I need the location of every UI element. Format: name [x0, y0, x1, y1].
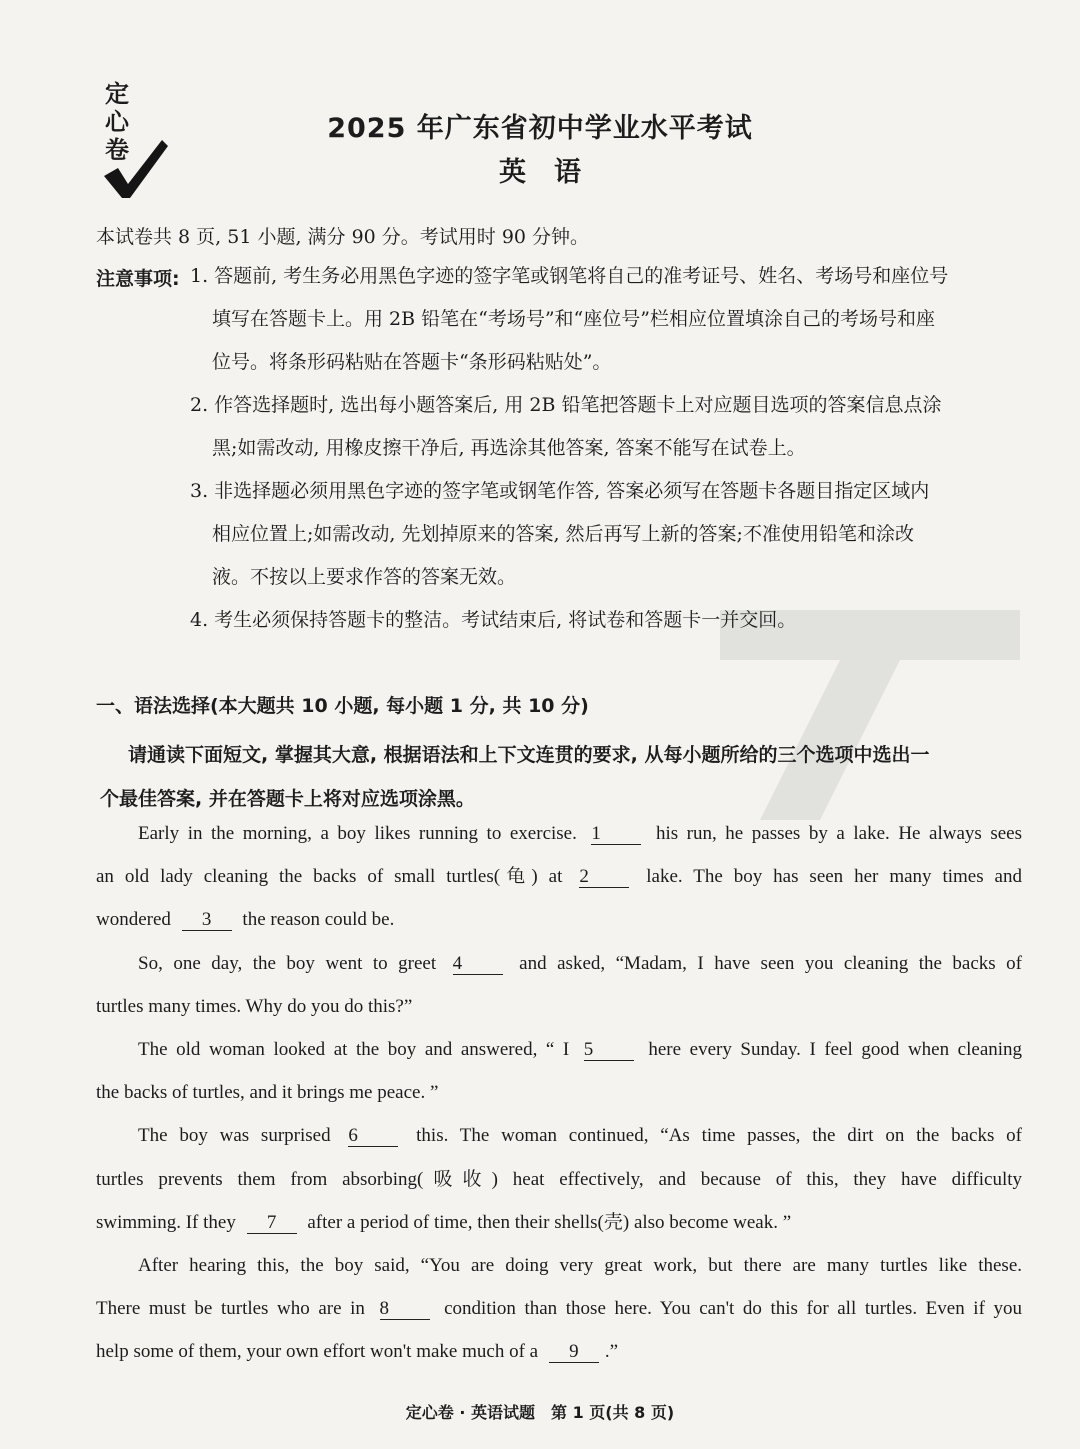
- answer-blank: 2: [579, 867, 629, 888]
- passage-line: wondered 3 the reason could be.: [96, 909, 395, 931]
- answer-blank: 5: [584, 1040, 634, 1061]
- exam-subject: 英语: [499, 157, 609, 188]
- note-line: 填写在答题卡上。用 2B 铅笔在“考场号”和“座位号”栏相应位置填涂自己的考场号和座: [212, 308, 935, 330]
- note-item-3: [190, 470, 929, 599]
- passage-line: the backs of turtles, and it brings me peace. ”: [96, 1082, 439, 1104]
- answer-blank: 1: [591, 824, 641, 845]
- note-line: 液。不按以上要求作答的答案无效。: [212, 566, 517, 588]
- passage-line: an old lady cleaning the backs of small turtles(龟) at 2 lake. The boy has seen her many times and: [96, 866, 1022, 888]
- passage-line: After hearing this, the boy said, “You are doing very great work, but there are many turtles like these.: [138, 1254, 1022, 1276]
- passage-line: help some of them, your own effort won't make much of a 9 .”: [96, 1341, 619, 1363]
- notes-label: 注意事项:: [96, 268, 180, 290]
- note-line: 位号。将条形码粘贴在答题卡“条形码粘贴处”。: [212, 351, 612, 373]
- note-line: 相应位置上;如需改动, 先划掉原来的答案, 然后再写上新的答案;不准使用铅笔和涂改: [212, 523, 914, 545]
- passage-line: Early in the morning, a boy likes running to exercise. 1 his run, he passes by a lake. He always sees: [138, 823, 1022, 844]
- passage-line: turtles many times. Why do you do this?”: [96, 995, 413, 1017]
- passage-line: The old woman looked at the boy and answered, “ I 5 here every Sunday. I feel good when cleaning: [138, 1038, 1023, 1060]
- logo-text: 定 心 卷: [105, 79, 129, 164]
- note-item-1: [190, 255, 948, 384]
- passage-line: swimming. If they 7 after a period of time, then their shells(壳) also become weak. ”: [96, 1211, 792, 1233]
- note-line: 1. 答题前, 考生务必用黑色字迹的签字笔或钢笔将自己的准考证号、姓名、考场号和座位号: [190, 265, 949, 287]
- reading-passage: [96, 812, 1022, 1373]
- section-heading: 一、语法选择(本大题共 10 小题, 每小题 1 分, 共 10 分): [96, 695, 589, 717]
- answer-blank: 3: [182, 910, 232, 931]
- note-item-2: [190, 384, 941, 470]
- exam-intro: 本试卷共 8 页, 51 小题, 满分 90 分。考试用时 90 分钟。: [96, 226, 590, 248]
- answer-blank: 4: [453, 954, 503, 975]
- passage-line: There must be turtles who are in 8 condition than those here. You can't do this for all turtles. Even if you: [96, 1298, 1022, 1320]
- passage-line: The boy was surprised 6 this. The woman continued, “As time passes, the dirt on the backs of: [138, 1125, 1022, 1147]
- note-line: 3. 非选择题必须用黑色字迹的签字笔或钢笔作答, 答案必须写在答题卡各题目指定区域内: [190, 480, 930, 502]
- page-footer: 定心卷 · 英语试题 第 1 页(共 8 页): [405, 1403, 675, 1422]
- passage-line: So, one day, the boy went to greet 4 and asked, “Madam, I have seen you cleaning the backs of: [138, 952, 1023, 974]
- directions-line: 个最佳答案, 并在答题卡上将对应选项涂黑。: [100, 788, 475, 810]
- section-directions: [100, 733, 1028, 821]
- note-line: 2. 作答选择题时, 选出每小题答案后, 用 2B 铅笔把答题卡上对应题目选项的答案信息点涂: [190, 394, 942, 416]
- answer-blank: 6: [348, 1126, 398, 1147]
- answer-blank: 8: [380, 1299, 430, 1320]
- note-line: 黑;如需改动, 用橡皮擦干净后, 再选涂其他答案, 答案不能写在试卷上。: [212, 437, 806, 459]
- note-line: 4. 考生必须保持答题卡的整洁。考试结束后, 将试卷和答题卡一并交回。: [190, 609, 797, 631]
- directions-line: 请通读下面短文, 掌握其大意, 根据语法和上下文连贯的要求, 从每小题所给的三个选项中选出一: [128, 744, 930, 766]
- answer-blank: 7: [247, 1213, 297, 1234]
- note-item-4: [190, 599, 796, 642]
- passage-line: turtles prevents them from absorbing(吸收) heat effectively, and because of this, they have difficulty: [96, 1168, 1022, 1190]
- answer-blank: 9: [549, 1342, 599, 1363]
- exam-title: 2025 年广东省初中学业水平考试: [327, 113, 753, 144]
